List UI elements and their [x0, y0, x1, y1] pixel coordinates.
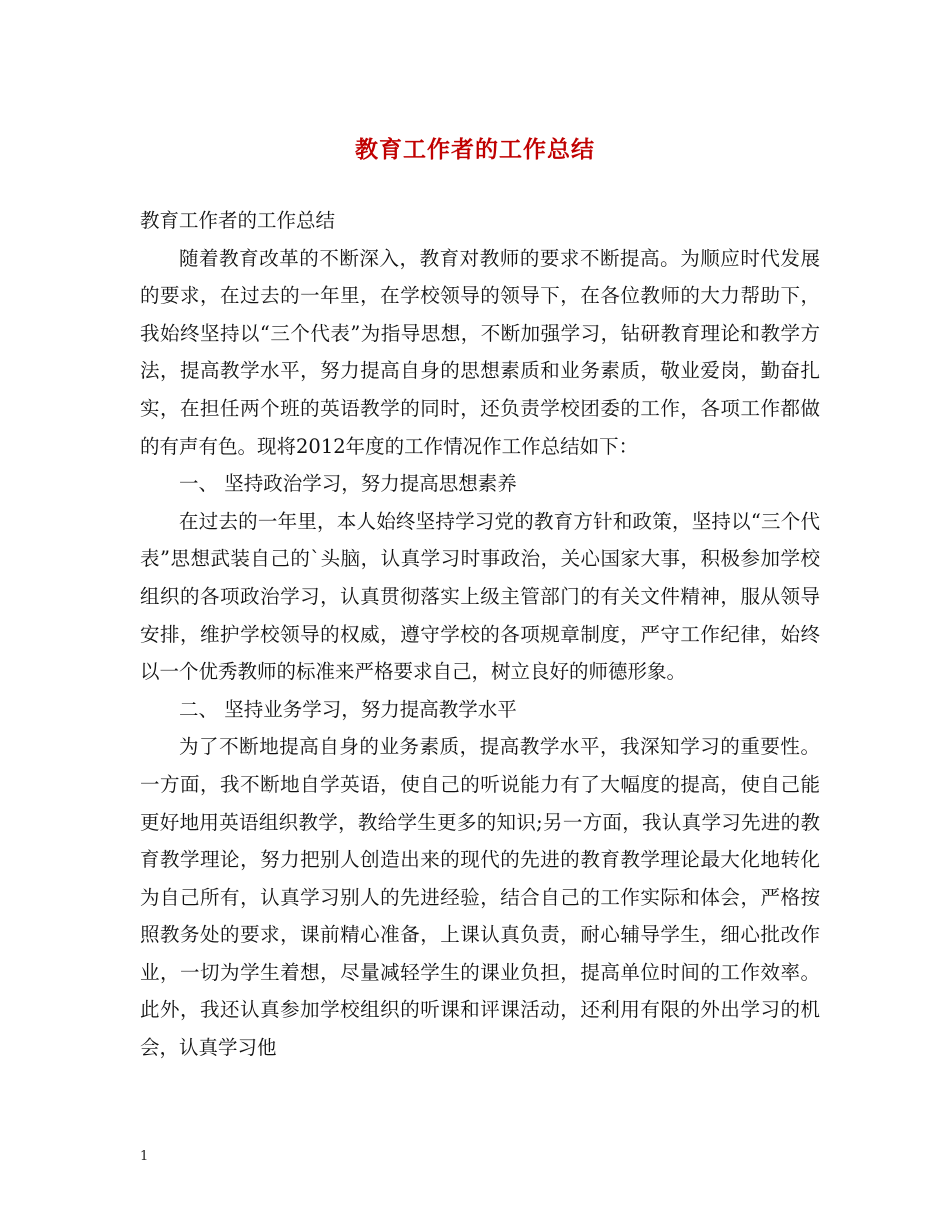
page-number: 1	[140, 1149, 149, 1164]
document-title: 教育工作者的工作总结	[355, 137, 595, 163]
paragraph-section-1: 在过去的一年里，本人始终坚持学习党的教育方针和政策，坚持以“三个代表”思想武装自己的`头脑，认真学习时事政治，关心国家大事，积极参加学校组织的各项政治学习，认真贯彻落实上级主管部门的有关文件精神，服从领导安排，维护学校领导的权威，遵守学校的各项规章制度，严守工作纪律，始终以一个优秀教师的标准来严格要求自己，树立良好的师德形象。	[140, 509, 820, 684]
section-heading-2: 二、 坚持业务学习，努力提高教学水平	[179, 697, 517, 721]
document-subtitle: 教育工作者的工作总结	[140, 209, 336, 232]
paragraph-intro: 随着教育改革的不断深入，教育对教师的要求不断提高。为顺应时代发展的要求，在过去的一年里，在学校领导的领导下，在各位教师的大力帮助下，我始终坚持以“三个代表”为指导思想，不断加强学习，钻研教育理论和教学方法，提高教学水平，努力提高自身的思想素质和业务素质，敬业爱岗，勤奋扎实，在担任两个班的英语教学的同时，还负责学校团委的工作，各项工作都做的有声有色。现将2012年度的工作情况作工作总结如下：	[140, 246, 820, 458]
paragraph-section-2: 为了不断地提高自身的业务素质，提高教学水平，我深知学习的重要性。一方面，我不断地自学英语，使自己的听说能力有了大幅度的提高，使自己能更好地用英语组织教学，教给学生更多的知识;另一方面，我认真学习先进的教育教学理论，努力把别人创造出来的现代的先进的教育教学理论最大化地转化为自己所有，认真学习别人的先进经验，结合自己的工作实际和体会，严格按照教务处的要求，课前精心准备，上课认真负责，耐心辅导学生，细心批改作业，一切为学生着想，尽量减轻学生的课业负担，提高单位时间的工作效率。此外，我还认真参加学校组织的听课和评课活动，还利用有限的外出学习的机会，认真学习他	[140, 735, 820, 1060]
document-body	[140, 202, 820, 1067]
section-heading-1: 一、 坚持政治学习，努力提高思想素养	[179, 472, 517, 496]
